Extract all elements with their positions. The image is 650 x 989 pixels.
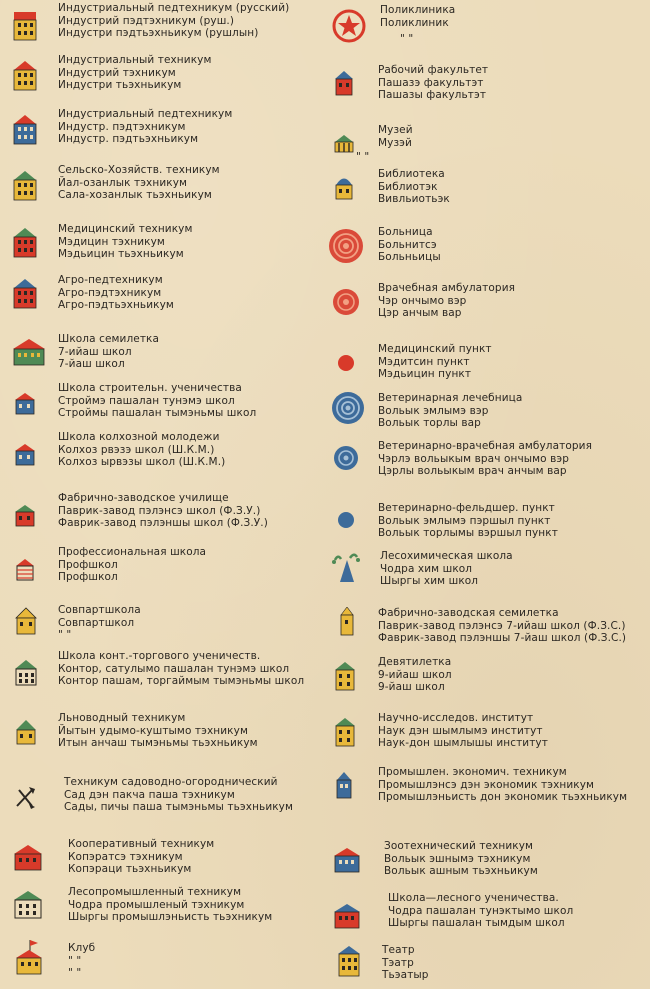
entry-line-mari-1: Индустр. пэдтэхникум [58, 120, 186, 133]
entry-line-mari-2: Вольык торлы вар [378, 417, 481, 430]
entry-line-ru: Лесопромышленный техникум [68, 886, 242, 898]
cooperative-technicum-icon [12, 842, 46, 876]
entry-line-ru: Индустриальный педтехникум (русский) [58, 2, 290, 14]
entry-line-mari-2: Итын анчаш тымэньмы тьэхньикум [58, 737, 258, 750]
entry-line-ru: Школа колхозной молодежи [58, 431, 220, 443]
entry-line-mari-2: Промышлэньисть дон экономик тьэхньикум [378, 791, 628, 804]
entry-line-ru: Медицинский пункт [378, 343, 492, 355]
entry-line-mari-1: Наук дэн шымлымэ институт [378, 724, 543, 737]
entry-line-mari-2: 9-йаш школ [378, 681, 445, 694]
entry-line-ru: Медицинский техникум [58, 223, 193, 235]
industrial-technicum-icon [12, 58, 42, 92]
entry-line-ru: Школа семилетка [58, 333, 160, 345]
garden-tools-icon [12, 782, 42, 816]
entry-line-mari-2: Фаврик-завод пэлэншы 7-йаш школ (Ф.З.С.) [378, 632, 627, 645]
entry-line-mari-2: Индустр. пэдтьэхньикум [58, 133, 199, 146]
industrial-economic-tech-icon [332, 768, 362, 802]
entry-line-mari-1: Библиотэк [378, 180, 438, 193]
entry-line-mari-2: Контор пашам, торгаймым тымэньмы школ [58, 675, 305, 688]
research-institute-icon [332, 714, 362, 748]
factory-seven-year-school-icon [332, 607, 362, 641]
entry-line-mari-2: Шыргы промышлэньисть тьэхникум [68, 911, 273, 924]
entry-line-mari-2: " " [58, 629, 72, 642]
entry-line-ru: Сельско-Хозяйств. техникум [58, 164, 220, 176]
entry-line-mari-1: Пашазэ факультэт [378, 76, 484, 89]
medical-point-dot-icon [332, 349, 362, 383]
entry-line-mari-2: Шыргы хим школ [380, 575, 479, 588]
entry-line-mari-1: Чэр ончымо вэр [378, 294, 467, 307]
entry-line-mari-1: Мэдицин тэхникум [58, 235, 165, 248]
entry-line-ru: Рабочий факультет [378, 64, 489, 76]
entry-line-mari-2: Больньицы [378, 251, 441, 264]
entry-line-mari-2: Сады, пичы паша тымэньмы тьэхньикум [64, 801, 294, 814]
entry-line-mari-1: Чэрлэ вольыкым врач ончымо вэр [378, 452, 570, 465]
entry-line-mari-1: Промышлэнсэ дэн экономик тэхникум [378, 778, 595, 791]
entry-line-mari-1: Поликлиник [380, 16, 449, 29]
medical-ambulatory-circle-icon [330, 286, 364, 320]
entry-line-ru: Школа конт.-торгового ученичеств. [58, 650, 261, 662]
entry-line-mari-2: Цэрлы вольыкым врач анчым вар [378, 465, 567, 478]
entry-line-mari-2: Индустри пэдтьэхньикум (рушлын) [58, 27, 259, 40]
entry-line-ru: Врачебная амбулатория [378, 282, 516, 294]
entry-line-ru: Клуб [68, 942, 96, 954]
entry-line-mari-2: Пашазы факультэт [378, 89, 487, 102]
library-icon [332, 170, 362, 204]
entry-line-mari-1: Копэратсэ тэхникум [68, 850, 183, 863]
flax-technicum-icon [12, 716, 42, 750]
entry-line-mari-2: Вольык ашным тьэхньикум [384, 865, 538, 878]
entry-line-mari-1: Чодра пашалан тунэктымо школ [388, 904, 574, 917]
forestry-school-icon [332, 900, 366, 934]
entry-line-ru: Школа—лесного ученичества. [388, 892, 559, 904]
entry-line-mari-1: Контор, сатулымо пашалан тунэмэ школ [58, 662, 290, 675]
factory-school-icon [12, 500, 42, 534]
entry-line-mari-2: " " [356, 151, 370, 164]
entry-line-ru: Школа строительн. ученичества [58, 382, 242, 394]
entry-line-mari-2: Тьэатыр [382, 969, 429, 982]
agro-pedagogical-tech-icon [12, 276, 42, 310]
collective-farm-youth-school-icon [12, 439, 42, 473]
entry-line-ru: Больница [378, 226, 433, 238]
entry-line-mari-1: Вольык эмлымэ вэр [378, 404, 489, 417]
entry-line-mari-1: Больнитсэ [378, 238, 437, 251]
entry-line-mari-1: Йытын удымо-куштымо тэхникум [58, 724, 248, 737]
entry-line-mari-1: Колхоз рвэзэ школ (Ш.К.М.) [58, 443, 215, 456]
seven-year-school-icon [12, 335, 46, 369]
entry-line-ru: Поликлиника [380, 4, 456, 16]
hospital-circle-icon [326, 226, 366, 266]
professional-school-icon [12, 556, 42, 590]
medical-technicum-icon [12, 225, 42, 259]
entry-line-mari-2: Копэраци тьэхньикум [68, 863, 192, 876]
entry-line-mari-2: 7-йаш школ [58, 358, 125, 371]
zootechnical-technicum-icon [332, 844, 366, 878]
soviet-party-school-icon [12, 604, 42, 638]
entry-line-mari-2: Мэдьицин пункт [378, 368, 472, 381]
entry-line-mari-2: " " [400, 33, 414, 46]
forestry-technicum-icon [12, 888, 46, 922]
entry-line-mari-2: Индустри тьэхньикум [58, 79, 182, 92]
entry-line-mari-1: " " [68, 954, 82, 967]
forest-chemical-school-icon [330, 550, 364, 586]
entry-line-mari-2: Цэр анчым вар [378, 307, 462, 320]
entry-line-mari-1: Тэатр [382, 956, 414, 969]
agricultural-technicum-icon [12, 168, 42, 202]
entry-line-ru: Ветеринарная лечебница [378, 392, 523, 404]
entry-line-mari-1: Индустрий пэдтэхникум (руш.) [58, 14, 235, 27]
entry-line-mari-1: Чодра промышленый тэхникум [68, 898, 245, 911]
entry-line-mari-1: Сад дэн пакча паша тэхникум [64, 788, 235, 801]
entry-line-mari-1: Профшкол [58, 558, 118, 571]
entry-line-ru: Индустриальный педтехникум [58, 108, 233, 120]
entry-line-ru: Лесохимическая школа [380, 550, 513, 562]
theater-icon [336, 944, 366, 978]
entry-line-ru: Кооперативный техникум [68, 838, 215, 850]
entry-line-mari-2: Шыргы пашалан тымдым школ [388, 917, 565, 930]
entry-line-ru: Индустриальный техникум [58, 54, 212, 66]
nine-year-school-icon [332, 658, 362, 692]
entry-line-ru: Научно-исследов. институт [378, 712, 534, 724]
entry-line-mari-1: Строймэ пашалан тунэмэ школ [58, 394, 235, 407]
entry-line-mari-2: Строймы пашалан тымэньмы школ [58, 407, 257, 420]
entry-line-ru: Театр [382, 944, 415, 956]
club-flag-icon [12, 938, 46, 978]
construction-school-icon [12, 388, 42, 422]
entry-line-mari-2: Вольык торлымы вэршыл пункт [378, 527, 558, 540]
entry-line-ru: Ветеринарно-фельдшер. пункт [378, 502, 555, 514]
entry-line-mari-2: Наук-дон шымлышы институт [378, 737, 548, 750]
entry-line-ru: Льноводный техникум [58, 712, 186, 724]
entry-line-mari-1: Вольык эшнымэ тэхникум [384, 852, 531, 865]
entry-line-mari-2: Колхоз ырвэзы школ (Ш.К.М.) [58, 456, 226, 469]
entry-line-ru: Девятилетка [378, 656, 452, 668]
entry-line-mari-2: " " [68, 967, 82, 980]
entry-line-mari-2: Вивльиотьэк [378, 193, 450, 206]
entry-line-mari-1: Вольык эмлымэ пэршыл пункт [378, 514, 551, 527]
entry-line-mari-1: Паврик-завод пэлэнсэ школ (Ф.З.У.) [58, 504, 261, 517]
veterinary-feldsher-dot-icon [332, 506, 362, 540]
entry-line-mari-1: Музэй [378, 136, 412, 149]
entry-line-ru: Музей [378, 124, 413, 136]
entry-line-ru: Промышлен. экономич. техникум [378, 766, 567, 778]
entry-line-mari-2: Профшкол [58, 571, 118, 584]
entry-line-mari-1: Паврик-завод пэлэнсэ 7-ийаш школ (Ф.З.С.) [378, 619, 626, 632]
entry-line-ru: Зоотехнический техникум [384, 840, 534, 852]
workers-faculty-icon [332, 66, 362, 100]
entry-line-ru: Фабрично-заводская семилетка [378, 607, 559, 619]
entry-line-mari-1: 9-ийаш школ [378, 668, 452, 681]
trade-school-icon [12, 656, 42, 690]
entry-line-ru: Библиотека [378, 168, 445, 180]
entry-line-mari-2: Мэдьицин тьэхньикум [58, 248, 184, 261]
entry-line-ru: Совпартшкола [58, 604, 141, 616]
entry-line-ru: Фабрично-заводское училище [58, 492, 229, 504]
entry-line-ru: Профессиональная школа [58, 546, 207, 558]
entry-line-mari-1: Агро-пэдтэхникум [58, 286, 162, 299]
entry-line-mari-2: Агро-пэдтьэхньикум [58, 299, 174, 312]
entry-line-mari-1: Мэдитсин пункт [378, 355, 470, 368]
entry-line-mari-1: Йал-озанлык тэхникум [58, 176, 188, 189]
entry-line-mari-1: Совпартшкол [58, 616, 135, 629]
entry-line-mari-1: Чодра хим школ [380, 562, 473, 575]
entry-line-ru: Агро-педтехникум [58, 274, 163, 286]
entry-line-ru: Ветеринарно-врачебная амбулатория [378, 440, 592, 452]
entry-line-mari-1: Индустрий тэхникум [58, 66, 176, 79]
industrial-pedagogical-tech-icon [12, 112, 42, 146]
polyclinic-star-icon [332, 4, 368, 44]
entry-line-mari-1: 7-ийаш школ [58, 345, 132, 358]
entry-line-mari-2: Сала-хозанлык тьэхньикум [58, 189, 212, 202]
entry-line-ru: Техникум садоводно-огороднический [64, 776, 278, 788]
industrial-pedagogical-tech-ru-icon [12, 8, 42, 42]
entry-line-mari-2: Фаврик-завод пэлэншы школ (Ф.З.У.) [58, 517, 268, 530]
veterinary-ambulatory-circle-icon [332, 444, 362, 478]
veterinary-hospital-circle-icon [330, 390, 368, 428]
